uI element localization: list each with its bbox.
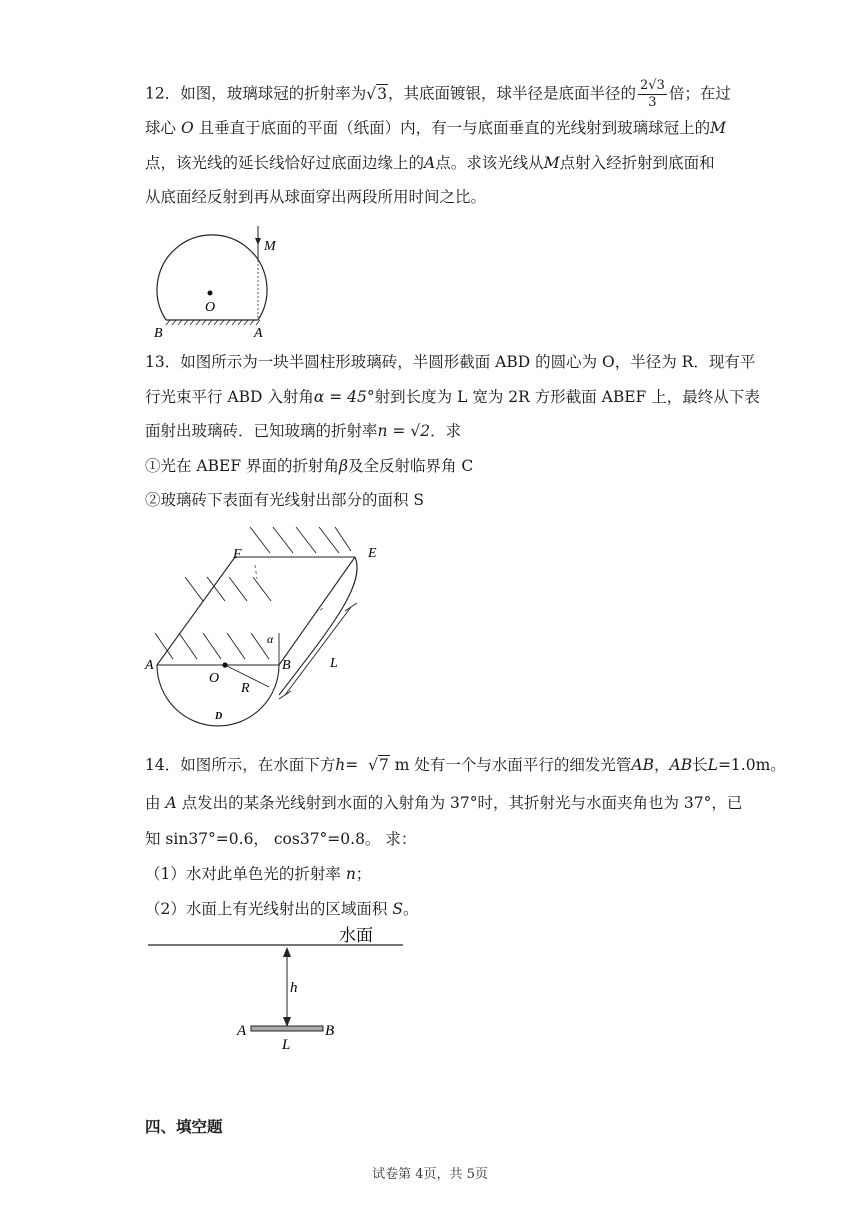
q13-text: 射到长度为 L 宽为 2R 方形截面 ABEF 上，最终从下表 bbox=[374, 388, 760, 406]
variable: M bbox=[543, 154, 560, 172]
q13-text: 面射出玻璃砖．已知玻璃的折射率 bbox=[145, 422, 378, 440]
q12-text: 点射入经折射到底面和 bbox=[559, 154, 715, 172]
q12-line-3 bbox=[145, 153, 715, 173]
q14-line-2 bbox=[145, 793, 742, 813]
q14-text: ， bbox=[654, 756, 670, 774]
q14-text: 点发出的某条光线射到水面的入射角为 37°时，其折射光与水面夹角也为 37°，已 bbox=[181, 794, 743, 812]
dimension-L bbox=[285, 607, 351, 695]
q13-line-1 bbox=[145, 352, 755, 372]
center-dot bbox=[222, 662, 227, 667]
edge-AF bbox=[157, 557, 235, 665]
variable: AB bbox=[669, 756, 693, 774]
q14-text: 由 bbox=[145, 794, 161, 812]
q14-text: （1）水对此单色光的折射率 bbox=[145, 865, 341, 883]
q13-text: 13．如图所示为一块半圆柱形玻璃砖，半圆形截面 ABD 的圆心为 O，半径为 R．现有平 bbox=[145, 353, 756, 371]
q13-item-2 bbox=[145, 490, 424, 510]
q13-figure bbox=[145, 525, 395, 725]
q14-text: ； bbox=[355, 865, 372, 883]
label-water-surface: 水面 bbox=[339, 926, 373, 945]
q14-line-3 bbox=[145, 829, 416, 849]
q14-text: =1.0m。 bbox=[717, 756, 786, 774]
sqrt-expression: √7 bbox=[368, 756, 389, 774]
q13-line-3 bbox=[145, 421, 461, 441]
label-O: O bbox=[209, 671, 220, 686]
light-tube bbox=[251, 1026, 323, 1031]
q13-text: ①光在 ABEF 界面的折射角 bbox=[145, 457, 340, 475]
q12-text: 且垂直于底面的平面（纸面）内，有一与底面垂直的光线射到玻璃球冠上的 bbox=[198, 119, 711, 137]
q12-text: 点。求该光线从 bbox=[435, 154, 544, 172]
q12-text: 点，该光线的延长线恰好过底面边缘上的 bbox=[145, 154, 425, 172]
hidden-edge bbox=[255, 565, 257, 579]
variable: M bbox=[710, 119, 726, 137]
q14-figure bbox=[145, 925, 415, 1055]
center-dot bbox=[208, 291, 213, 296]
q12-text: 球心 bbox=[145, 119, 177, 137]
q13-text: 行光束平行 ABD 入射角 bbox=[145, 388, 314, 406]
q14-text: m 处有一个与水面平行的细发光管 bbox=[394, 756, 632, 774]
label-A: A bbox=[237, 1023, 247, 1039]
variable: L bbox=[707, 756, 718, 774]
back-semicircle bbox=[279, 557, 357, 695]
label-B: B bbox=[282, 658, 291, 673]
q12-figure bbox=[150, 220, 290, 340]
label-A: A bbox=[145, 658, 154, 673]
variable: β bbox=[339, 457, 348, 475]
q13-text: 及全反射临界角 C bbox=[347, 457, 474, 475]
hidden-edge bbox=[315, 607, 325, 613]
q14-text: 。 bbox=[402, 900, 419, 918]
variable: A bbox=[424, 154, 436, 172]
label-B: B bbox=[154, 326, 163, 341]
fraction: $\frac{2√3}{3}$ bbox=[640, 78, 665, 110]
q12-line-1 bbox=[145, 78, 731, 111]
q14-text: 长 bbox=[692, 756, 708, 774]
hatch-marks bbox=[166, 320, 260, 325]
q14-line-1 bbox=[145, 755, 786, 775]
q13-text: ②玻璃砖下表面有光线射出部分的面积 S bbox=[145, 491, 425, 509]
q12-line-4 bbox=[145, 187, 486, 207]
variable: S bbox=[392, 900, 403, 918]
label-A: A bbox=[254, 326, 263, 341]
label-alpha: α bbox=[267, 632, 274, 646]
q14-text: = bbox=[345, 756, 359, 774]
section-heading: 四、填空题 bbox=[145, 1118, 223, 1136]
sqrt-expression: √3 bbox=[366, 84, 387, 103]
label-O: O bbox=[205, 300, 216, 315]
q14-item-1 bbox=[145, 864, 371, 884]
edge-BE bbox=[279, 557, 355, 665]
label-h: h bbox=[290, 980, 298, 996]
variable: h bbox=[335, 756, 346, 774]
q13-item-1 bbox=[145, 456, 473, 476]
arrow-up bbox=[283, 947, 291, 957]
q12-text: ，其底面镀银，球半径是底面半径的 bbox=[388, 84, 637, 103]
q13-text: ．求 bbox=[430, 422, 462, 440]
variable: O bbox=[180, 119, 194, 137]
q14-item-2 bbox=[145, 899, 418, 919]
formula: n = √2 bbox=[377, 422, 431, 440]
q12-text: 从底面经反射到再从球面穿出两段所用时间之比。 bbox=[145, 188, 487, 206]
label-E: E bbox=[368, 546, 377, 561]
q12-text: 12．如图，玻璃球冠的折射率为 bbox=[145, 84, 367, 103]
label-D: D bbox=[215, 711, 223, 722]
label-R: R bbox=[241, 681, 250, 696]
q13-line-2 bbox=[145, 387, 760, 407]
q14-text: 知 sin37°=0.6， cos37°=0.8。 求： bbox=[145, 830, 417, 848]
label-F: F bbox=[233, 547, 242, 562]
label-M: M bbox=[264, 239, 276, 254]
q12-line-2 bbox=[145, 118, 726, 138]
ray-arrow bbox=[255, 238, 261, 245]
q12-text: 倍；在过 bbox=[668, 84, 731, 103]
label-L: L bbox=[282, 1037, 291, 1053]
page-footer: 试卷第 4页，共 5页 bbox=[372, 1167, 488, 1182]
variable: AB bbox=[631, 756, 655, 774]
q14-text: （2）水面上有光线射出的区域面积 bbox=[145, 900, 388, 918]
variable: A bbox=[165, 794, 177, 812]
label-B: B bbox=[325, 1023, 335, 1039]
variable: n bbox=[345, 865, 356, 883]
label-L: L bbox=[330, 656, 338, 671]
q14-text: 14．如图所示，在水面下方 bbox=[145, 756, 336, 774]
formula: α = 45° bbox=[313, 388, 375, 406]
